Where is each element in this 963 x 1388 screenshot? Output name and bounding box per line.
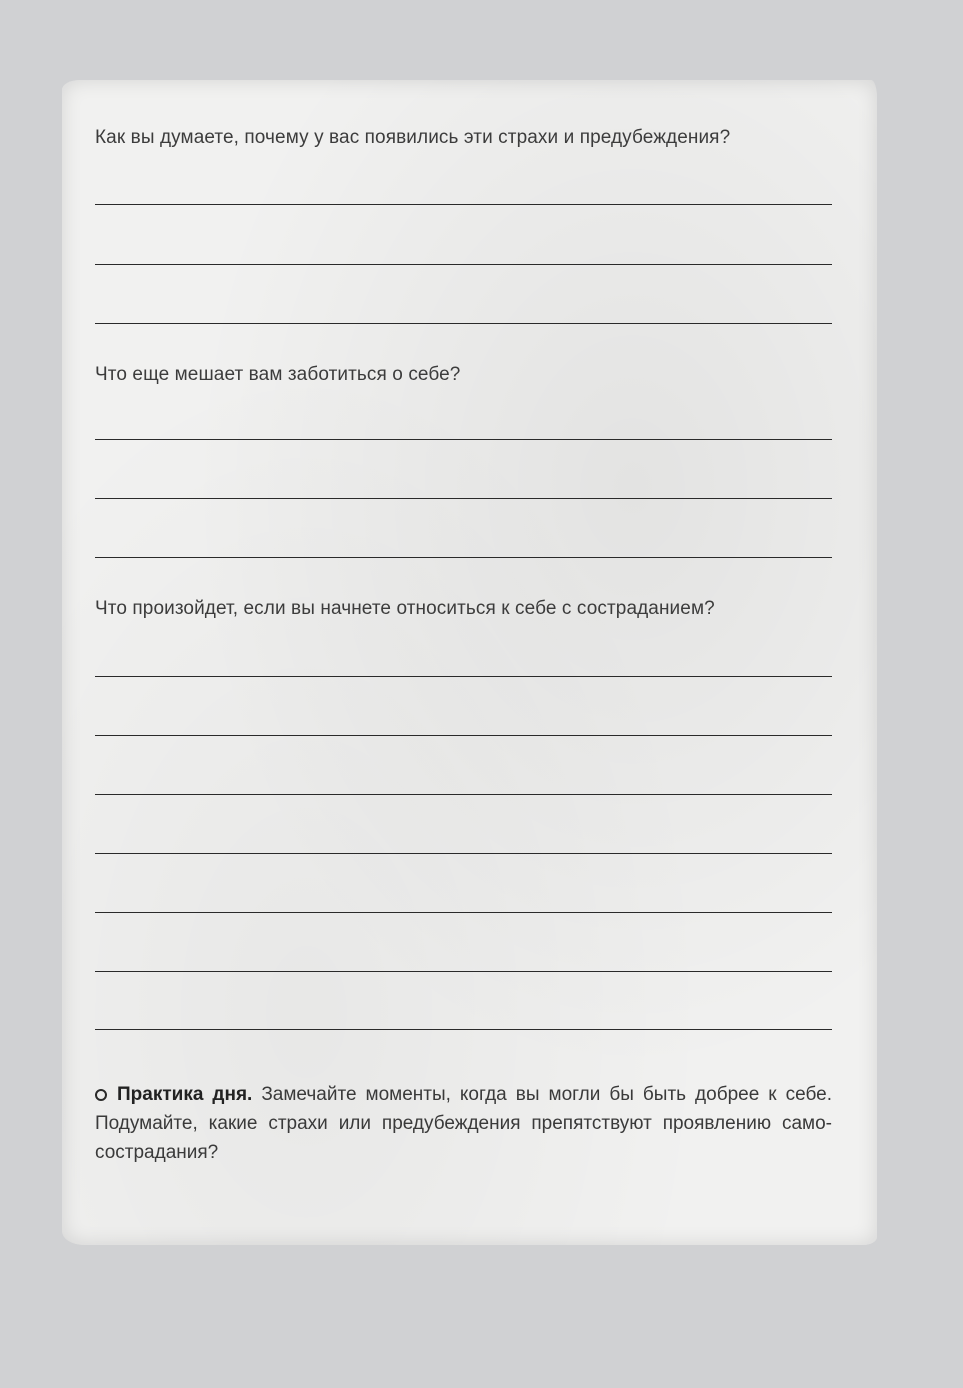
answer-line[interactable] bbox=[95, 853, 832, 854]
practice-text: Замечайте моменты, когда вы могли бы быть добрее к себе. Подумайте, какие страхи или предубеждения препятствуют проявлению само-сострадания? bbox=[95, 1084, 832, 1163]
answer-line[interactable] bbox=[95, 676, 832, 677]
answer-line[interactable] bbox=[95, 439, 832, 440]
question-2: Что еще мешает вам заботиться о себе? bbox=[95, 364, 461, 385]
answer-line[interactable] bbox=[95, 971, 832, 972]
paper-sheet bbox=[62, 80, 877, 1245]
answer-line[interactable] bbox=[95, 264, 832, 265]
question-1: Как вы думаете, почему у вас появились эти страхи и предубеждения? bbox=[95, 127, 731, 148]
answer-line[interactable] bbox=[95, 1029, 832, 1030]
answer-line[interactable] bbox=[95, 794, 832, 795]
answer-line[interactable] bbox=[95, 498, 832, 499]
practice-of-the-day bbox=[95, 1080, 832, 1167]
practice-title: Практика дня. bbox=[117, 1084, 253, 1105]
circle-bullet-icon bbox=[95, 1089, 107, 1101]
question-3: Что произойдет, если вы начнете относиться к себе с состраданием? bbox=[95, 598, 715, 619]
answer-line[interactable] bbox=[95, 557, 832, 558]
answer-line[interactable] bbox=[95, 204, 832, 205]
answer-line[interactable] bbox=[95, 323, 832, 324]
answer-line[interactable] bbox=[95, 912, 832, 913]
answer-line[interactable] bbox=[95, 735, 832, 736]
